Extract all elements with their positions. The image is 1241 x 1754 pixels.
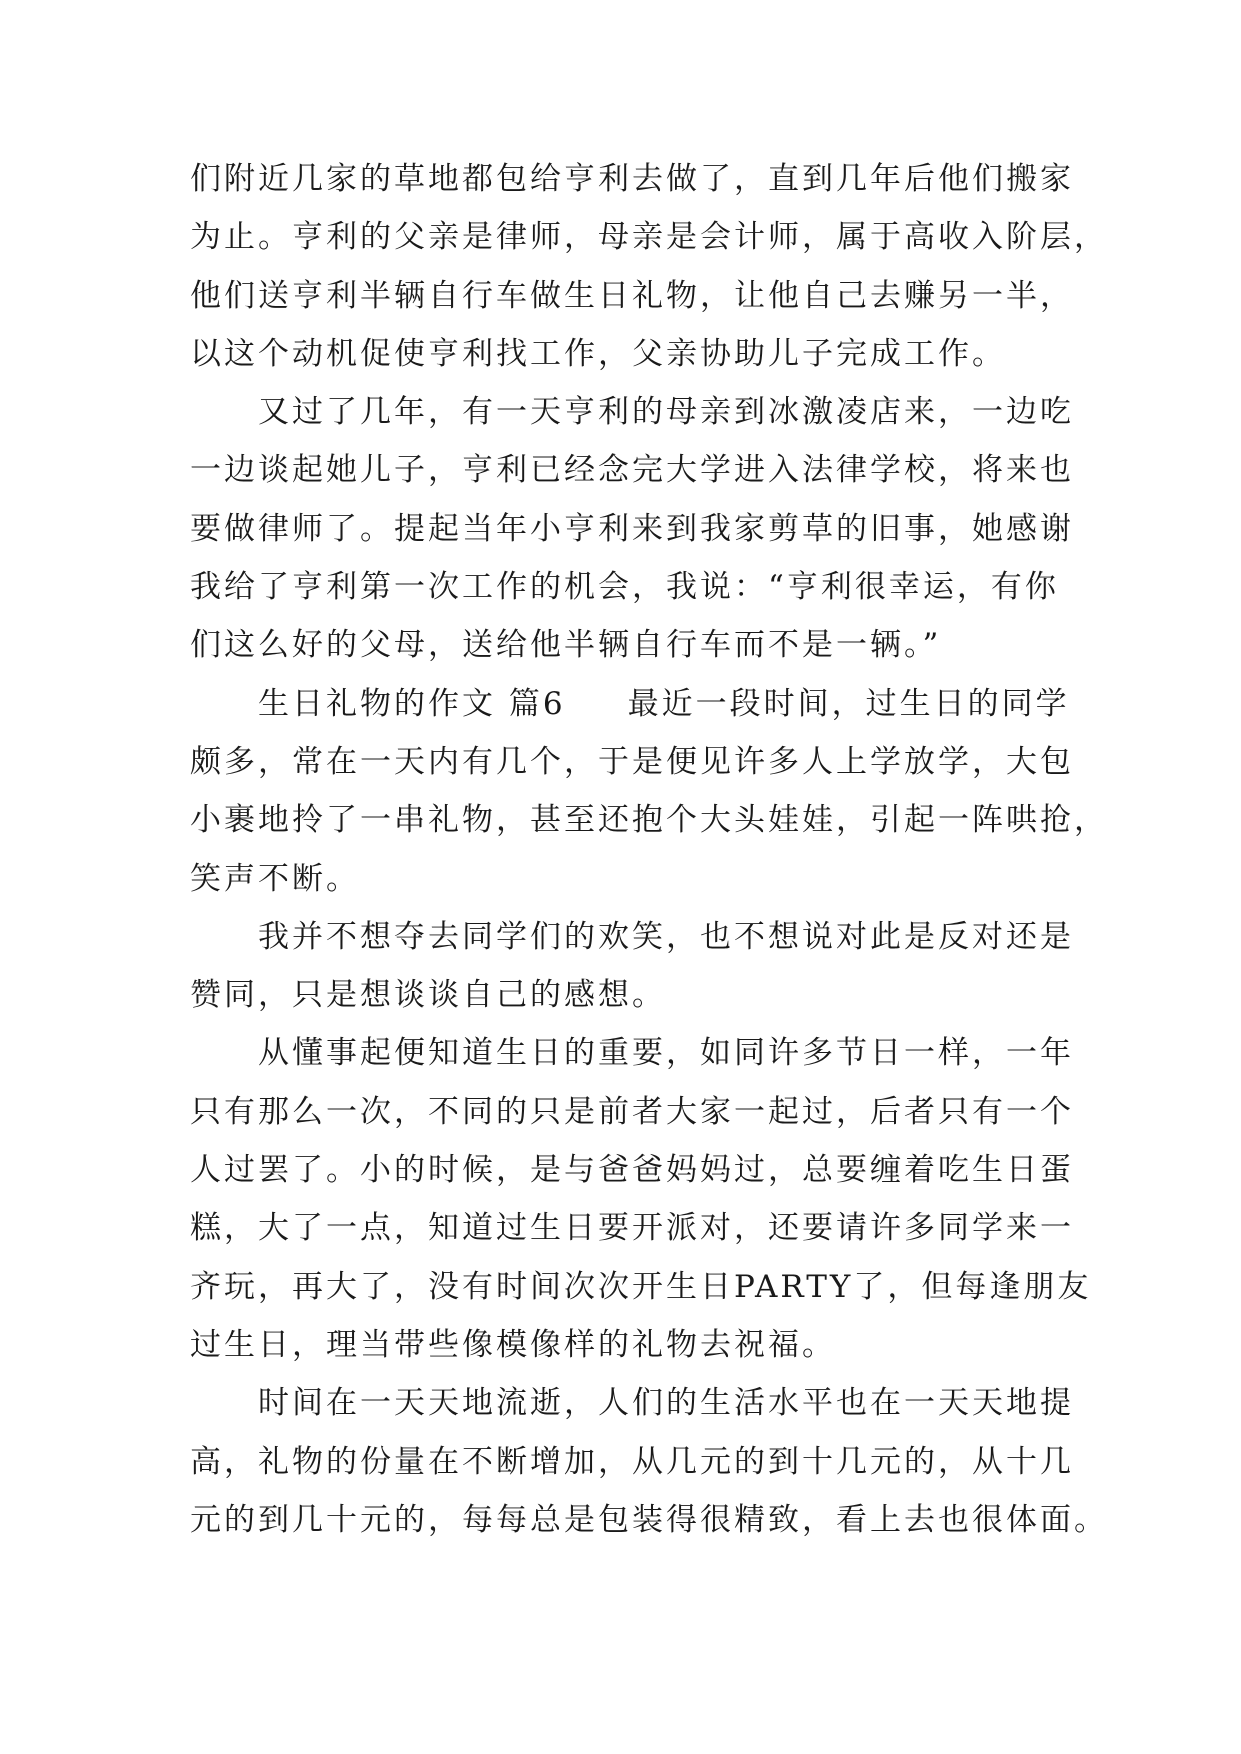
section-heading: 生日礼物的作文 篇6	[258, 685, 566, 722]
text-line: 齐玩，再大了，没有时间次次开生日PARTY了，但每逢朋友	[190, 1268, 1092, 1305]
text-line: 为止。亨利的父亲是律师，母亲是会计师，属于高收入阶层，	[190, 219, 1108, 256]
text-line: 他们送亨利半辆自行车做生日礼物，让他自己去赚另一半，	[190, 277, 1074, 314]
body-text	[190, 150, 1108, 1549]
text-line: 人过罢了。小的时候，是与爸爸妈妈过，总要缠着吃生日蛋	[190, 1152, 1074, 1189]
text-line: 只有那么一次，不同的只是前者大家一起过，后者只有一个	[190, 1093, 1074, 1130]
text-line: 高，礼物的份量在不断增加，从几元的到十几元的，从十几	[190, 1443, 1074, 1480]
paragraph-start-line: 从懂事起便知道生日的重要，如同许多节日一样，一年	[258, 1035, 1074, 1072]
text-line: 赞同，只是想谈谈自己的感想。	[190, 977, 666, 1014]
text-line: 要做律师了。提起当年小亨利来到我家剪草的旧事，她感谢	[190, 510, 1074, 547]
text-line: 们这么好的父母，送给他半辆自行车而不是一辆。”	[190, 627, 942, 664]
section-heading-line	[190, 675, 1070, 733]
paragraph-start-line: 又过了几年，有一天亨利的母亲到冰激凌店来，一边吃	[258, 394, 1074, 431]
text-line: 我给了亨利第一次工作的机会，我说：“亨利很幸运，有你	[190, 569, 1059, 606]
section-opening-text: 最近一段时间，过生日的同学	[627, 685, 1070, 722]
text-line: 小裹地拎了一串礼物，甚至还抱个大头娃娃，引起一阵哄抢，	[190, 802, 1108, 839]
text-line: 笑声不断。	[190, 860, 360, 897]
text-line: 糕，大了一点，知道过生日要开派对，还要请许多同学来一	[190, 1210, 1074, 1247]
text-line: 过生日，理当带些像模像样的礼物去祝福。	[190, 1326, 836, 1363]
paragraph-start-line: 时间在一天天地流逝，人们的生活水平也在一天天地提	[258, 1385, 1074, 1422]
text-line: 以这个动机促使亨利找工作，父亲协助儿子完成工作。	[190, 335, 1006, 372]
text-line: 们附近几家的草地都包给亨利去做了，直到几年后他们搬家	[190, 161, 1074, 197]
text-line: 元的到几十元的，每每总是包装得很精致，看上去也很体面。	[190, 1501, 1108, 1538]
text-line: 颇多，常在一天内有几个，于是便见许多人上学放学，大包	[190, 743, 1074, 780]
text-line: 一边谈起她儿子，亨利已经念完大学进入法律学校，将来也	[190, 452, 1074, 489]
paragraph-start-line: 我并不想夺去同学们的欢笑，也不想说对此是反对还是	[258, 918, 1074, 955]
